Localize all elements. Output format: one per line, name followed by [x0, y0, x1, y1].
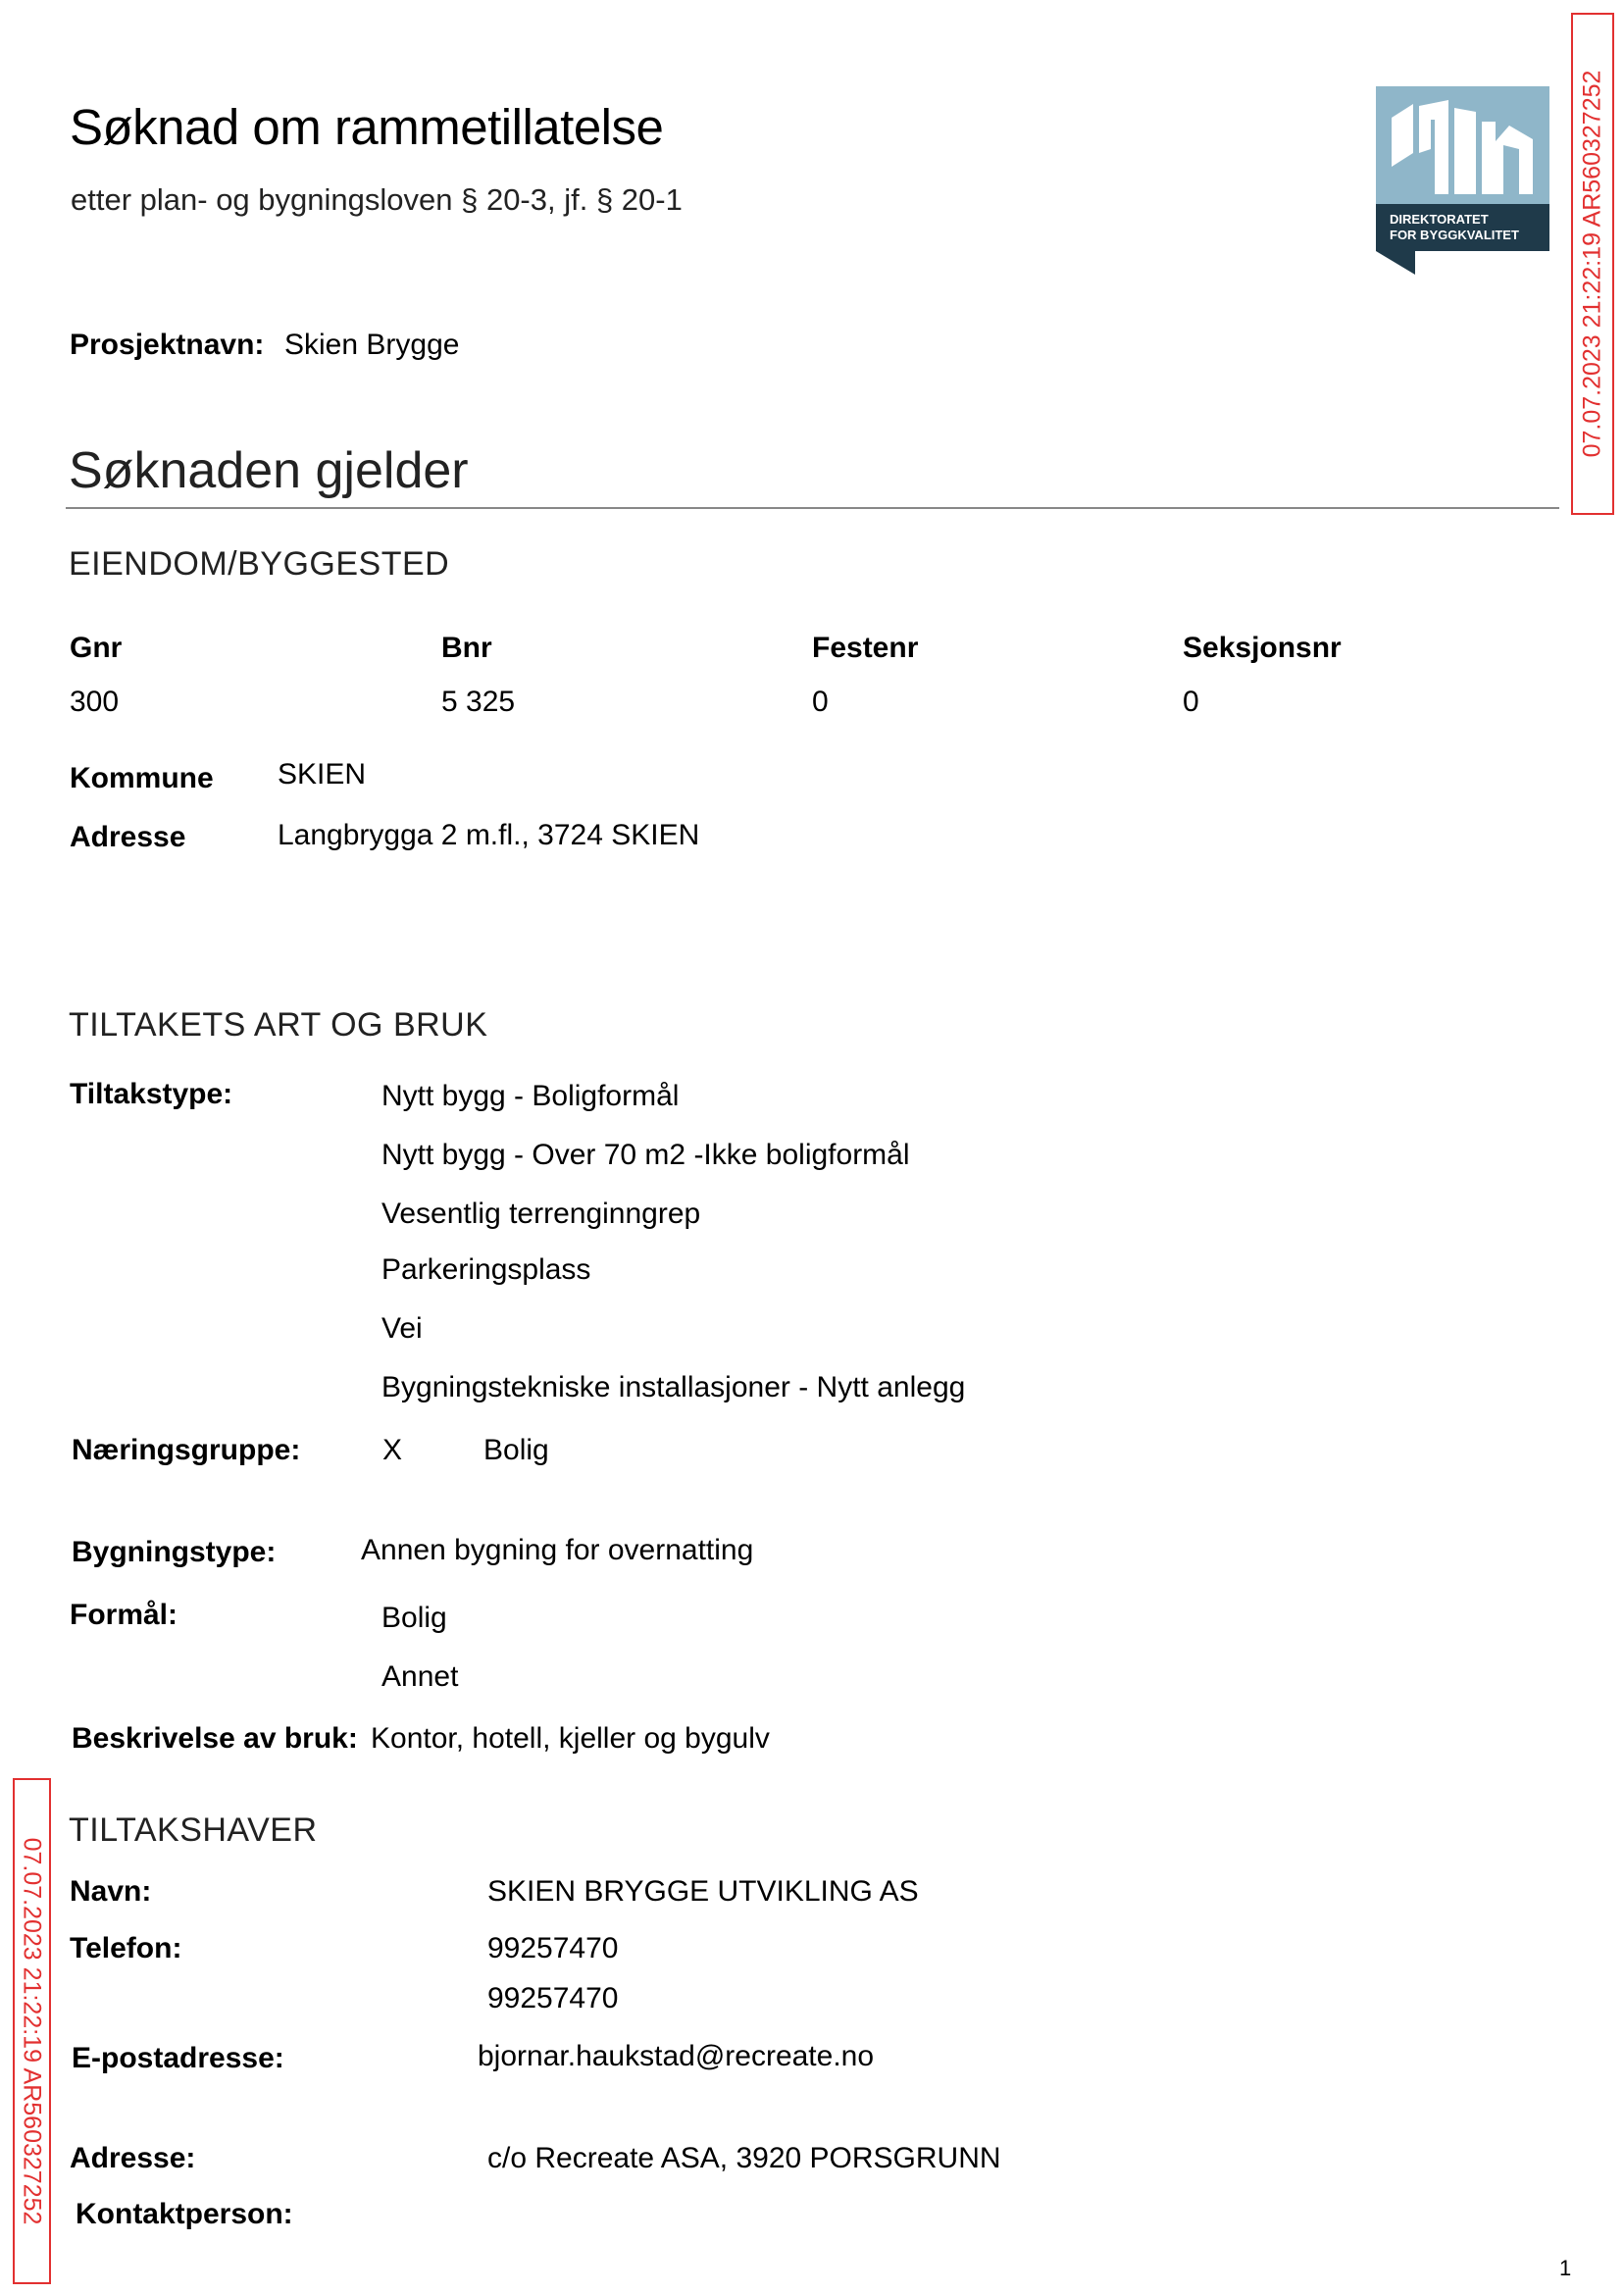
formaal-item: Annet — [381, 1660, 459, 1693]
archive-stamp-left — [13, 1778, 51, 2284]
page-title: Søknad om rammetillatelse — [70, 99, 664, 155]
value-bnr: 5 325 — [441, 686, 516, 718]
logo-line2: FOR BYGGKVALITET — [1390, 228, 1519, 242]
beskrivelse-value: Kontor, hotell, kjeller og bygulv — [371, 1722, 770, 1755]
dibk-logo — [1376, 86, 1549, 275]
formaal-label: Formål: — [70, 1599, 178, 1631]
navn-label: Navn: — [70, 1875, 152, 1908]
th-adresse-value: c/o Recreate ASA, 3920 PORSGRUNN — [487, 2142, 1001, 2174]
archive-stamp-right — [1571, 13, 1614, 515]
telefon-label: Telefon: — [70, 1932, 182, 1964]
adresse-value: Langbrygga 2 m.fl., 3724 SKIEN — [278, 819, 700, 851]
tiltakstype-item: Nytt bygg - Boligformål — [381, 1080, 680, 1112]
tiltakshaver-heading: TILTAKSHAVER — [69, 1811, 318, 1849]
section-title: Søknaden gjelder — [69, 442, 469, 499]
tiltakstype-item: Vei — [381, 1312, 423, 1345]
navn-value: SKIEN BRYGGE UTVIKLING AS — [487, 1875, 919, 1908]
tiltak-heading: TILTAKETS ART OG BRUK — [69, 1006, 488, 1044]
section-divider — [66, 507, 1559, 509]
project-label: Prosjektnavn: — [70, 329, 265, 361]
col-bnr: Bnr — [441, 632, 492, 664]
col-gnr: Gnr — [70, 632, 123, 664]
epost-label: E-postadresse: — [72, 2042, 284, 2074]
col-seksjonsnr: Seksjonsnr — [1183, 632, 1342, 664]
telefon-value: 99257470 — [487, 1982, 619, 2014]
naering-label: Næringsgruppe: — [72, 1434, 301, 1466]
th-adresse-label: Adresse: — [70, 2142, 196, 2174]
tiltakstype-item: Nytt bygg - Over 70 m2 -Ikke boligformål — [381, 1139, 910, 1171]
tiltakstype-item: Vesentlig terrenginngrep — [381, 1198, 701, 1230]
adresse-label: Adresse — [70, 821, 186, 853]
stamp-text: 07.07.2023 21:22:19 AR560327252 — [1578, 70, 1606, 458]
page-number: 1 — [1559, 2256, 1572, 2280]
value-gnr: 300 — [70, 686, 120, 718]
telefon-value: 99257470 — [487, 1932, 619, 1964]
logo-mark — [1376, 86, 1549, 275]
formaal-item: Bolig — [381, 1602, 447, 1634]
value-seksjonsnr: 0 — [1183, 686, 1199, 718]
stamp-text: 07.07.2023 21:22:19 AR560327252 — [18, 1837, 46, 2225]
project-value: Skien Brygge — [284, 329, 460, 361]
col-festenr: Festenr — [812, 632, 919, 664]
naering-code: X — [382, 1434, 403, 1466]
kommune-label: Kommune — [70, 762, 214, 794]
value-festenr: 0 — [812, 686, 829, 718]
page-subtitle: etter plan- og bygningsloven § 20-3, jf. § 20-1 — [71, 182, 683, 217]
logo-line1: DIREKTORATET — [1390, 212, 1489, 227]
epost-value: bjornar.haukstad@recreate.no — [478, 2040, 875, 2072]
kommune-value: SKIEN — [278, 758, 367, 790]
tiltakstype-item: Bygningstekniske installasjoner - Nytt anlegg — [381, 1371, 966, 1403]
kontaktperson-label: Kontaktperson: — [76, 2198, 293, 2230]
tiltakstype-label: Tiltakstype: — [70, 1078, 233, 1110]
tiltakstype-item: Parkeringsplass — [381, 1253, 591, 1286]
property-heading: EIENDOM/BYGGESTED — [69, 545, 450, 583]
bygningstype-label: Bygningstype: — [72, 1536, 277, 1568]
bygningstype-value: Annen bygning for overnatting — [361, 1534, 754, 1566]
naering-value: Bolig — [483, 1434, 549, 1466]
beskrivelse-label: Beskrivelse av bruk: — [72, 1722, 358, 1755]
